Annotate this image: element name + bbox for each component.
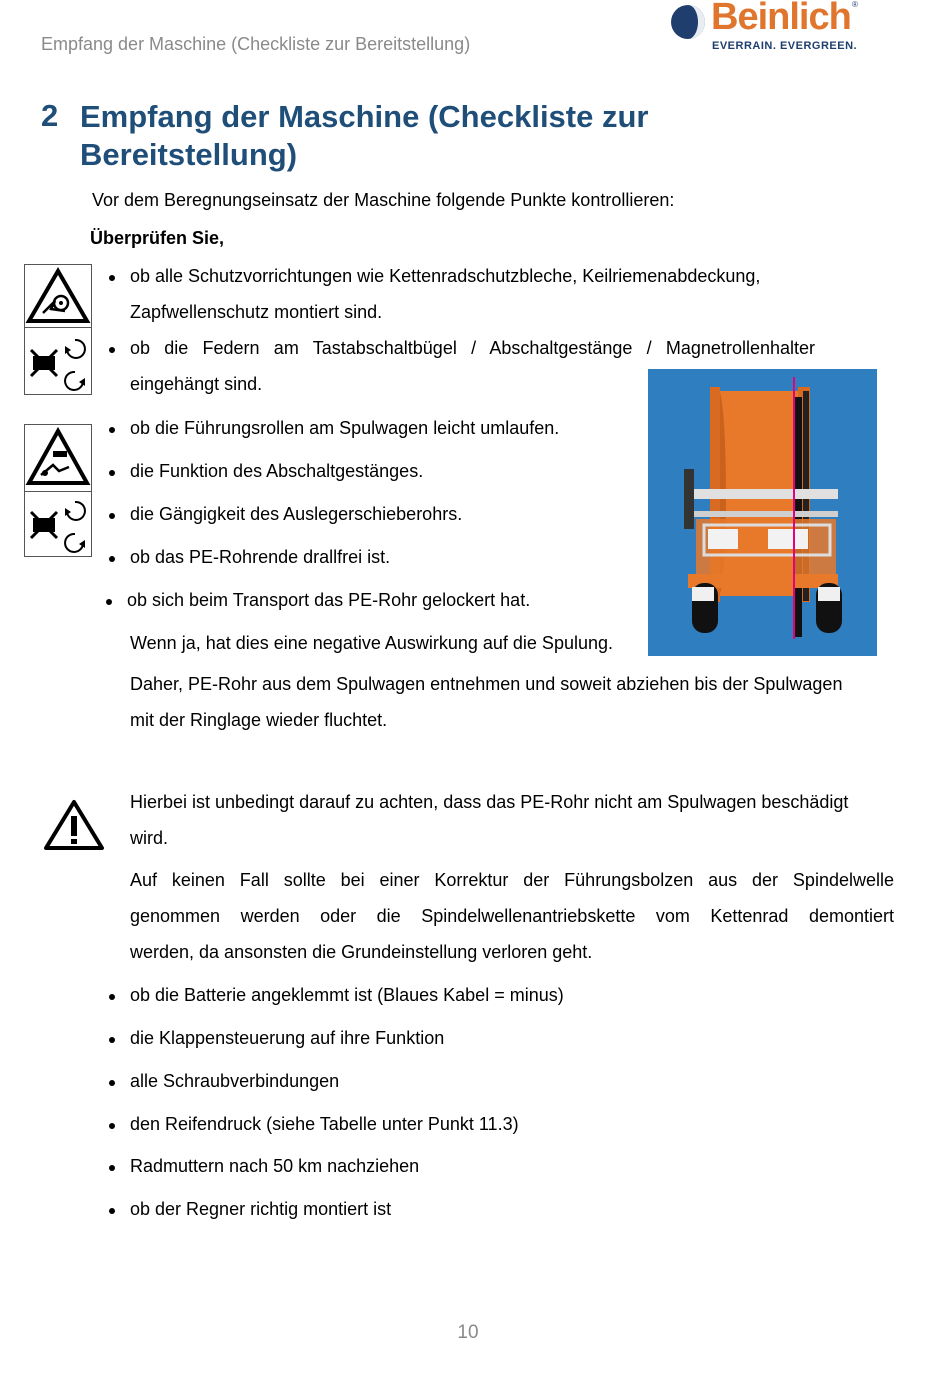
intro-text: Vor dem Beregnungseinsatz der Maschine folgende Punkte kontrollieren: — [92, 190, 675, 210]
note-line: Wenn ja, hat dies eine negative Auswirkung auf die Spulung. — [130, 633, 613, 653]
logo-registered: ® — [852, 0, 858, 9]
section-title — [80, 98, 720, 174]
page-number: 10 — [457, 1322, 479, 1343]
list-item: ob die Federn am Tastabschaltbügel / Abschaltgestänge / Magnetrollenhalter — [130, 338, 815, 358]
bullet-icon — [109, 556, 115, 562]
warning-line: werden, da ansonsten die Grundeinstellung verloren geht. — [130, 942, 593, 962]
list-item: die Klappensteuerung auf ihre Funktion — [130, 1028, 445, 1048]
section-number: 2 — [41, 98, 59, 133]
note-line: Daher, PE-Rohr aus dem Spulwagen entnehmen und soweit abziehen bis der Spulwagen — [130, 674, 843, 694]
list-item: ob alle Schutzvorrichtungen wie Kettenradschutzbleche, Keilriemenabdeckung, — [130, 266, 761, 286]
hands-off-rotating-parts-icon — [24, 491, 92, 557]
logo-mark-icon — [668, 2, 708, 42]
list-item: die Funktion des Abschaltgestänges. — [130, 461, 424, 481]
running-header: Empfang der Maschine (Checkliste zur Bereitstellung) — [41, 34, 471, 54]
logo-tagline: EVERRAIN. EVERGREEN. — [712, 40, 858, 52]
list-item-cont: eingehängt sind. — [130, 374, 263, 394]
list-item: ob die Batterie angeklemmt ist (Blaues Kabel = minus) — [130, 985, 564, 1005]
hose-reel-machine-image — [648, 369, 877, 656]
section-title-line2: Bereitstellung) — [80, 137, 298, 172]
list-item-cont: Zapfwellenschutz montiert sind. — [130, 302, 383, 322]
bullet-icon — [109, 1123, 115, 1129]
bullet-icon — [109, 1080, 115, 1086]
list-item: ob der Regner richtig montiert ist — [130, 1199, 392, 1219]
list-item: ob die Führungsrollen am Spulwagen leicht umlaufen. — [130, 418, 560, 438]
list-item: die Gängigkeit des Auslegerschieberohrs. — [130, 504, 463, 524]
bullet-icon — [109, 1037, 115, 1043]
warning-entanglement-icon — [24, 264, 92, 328]
warning-line: genommen werden oder die Spindelwellenantriebskette vom Kettenrad demontiert — [130, 906, 894, 926]
note-line: mit der Ringlage wieder fluchtet. — [130, 710, 388, 730]
bullet-icon — [106, 599, 112, 605]
bullet-icon — [109, 347, 115, 353]
list-item: den Reifendruck (siehe Tabelle unter Punkt 11.3) — [130, 1114, 519, 1134]
bullet-icon — [109, 1165, 115, 1171]
list-item: Radmuttern nach 50 km nachziehen — [130, 1156, 420, 1176]
bullet-icon — [109, 513, 115, 519]
warning-triangle-icon — [40, 794, 108, 856]
list-item: ob das PE-Rohrende drallfrei ist. — [130, 547, 391, 567]
bullet-icon — [109, 994, 115, 1000]
warning-crush-icon — [24, 424, 92, 492]
list-item: ob sich beim Transport das PE-Rohr gelockert hat. — [127, 590, 531, 610]
logo-name: Beinlich — [711, 0, 851, 38]
section-title-line1: Empfang der Maschine (Checkliste zur — [80, 99, 649, 134]
warning-line: wird. — [130, 828, 169, 848]
warning-line: Auf keinen Fall sollte bei einer Korrektur der Führungsbolzen aus der Spindelwelle — [130, 870, 894, 890]
hands-off-rotating-parts-icon — [24, 327, 92, 395]
bullet-icon — [109, 470, 115, 476]
bullet-icon — [109, 1208, 115, 1214]
warning-line: Hierbei ist unbedingt darauf zu achten, dass das PE-Rohr nicht am Spulwagen beschädigt — [130, 792, 849, 812]
company-logo — [668, 0, 868, 56]
list-item: alle Schraubverbindungen — [130, 1071, 340, 1091]
bullet-icon — [109, 427, 115, 433]
bullet-icon — [109, 275, 115, 281]
check-label: Überprüfen Sie, — [90, 228, 225, 248]
